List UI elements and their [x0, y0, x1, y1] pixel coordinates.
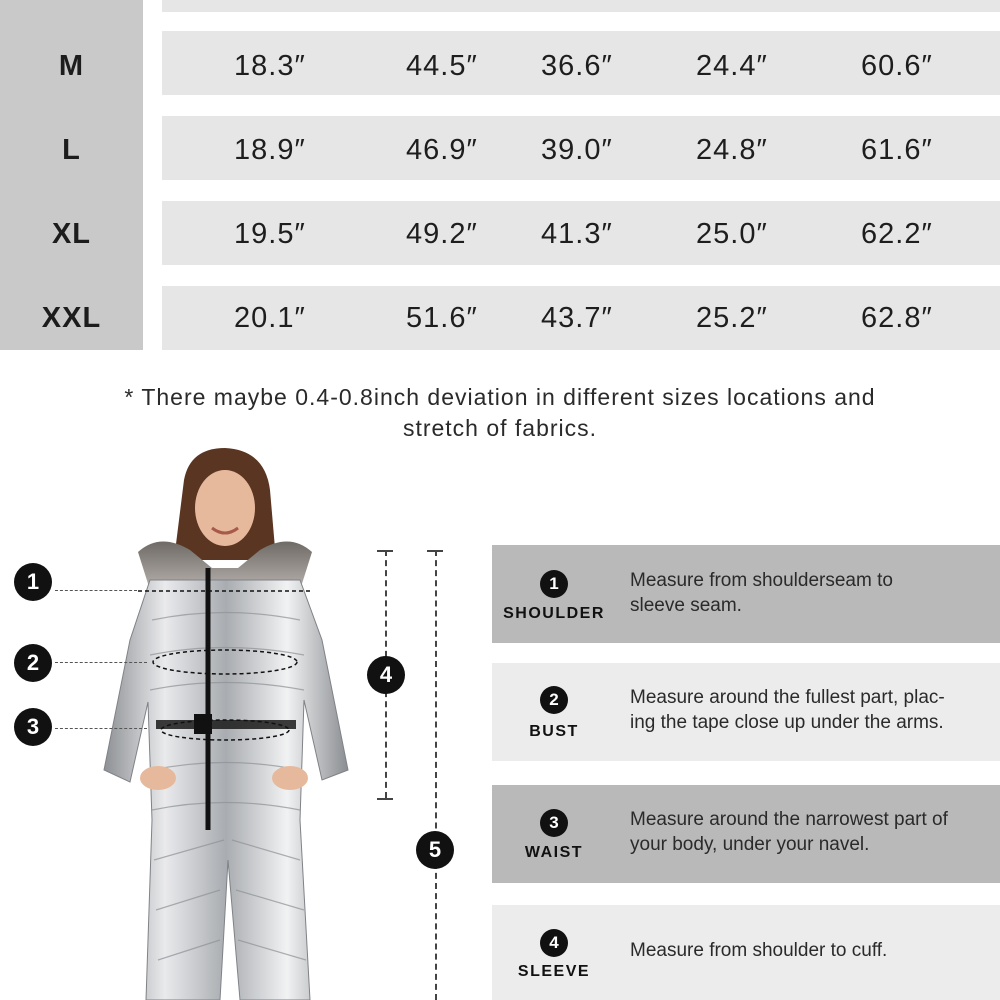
- table-cell: 24.4″: [696, 50, 768, 82]
- bust-number-icon: 2: [540, 686, 568, 714]
- guide-description-line: Measure around the narrowest part of: [630, 809, 948, 830]
- table-cell: 36.6″: [541, 50, 613, 82]
- guide-bust: [492, 663, 1000, 761]
- table-cell: 25.0″: [696, 218, 768, 250]
- guide-title: SLEEVE: [517, 963, 591, 980]
- waist-leader-line: [55, 728, 147, 729]
- shoulder-number-icon: 1: [540, 570, 568, 598]
- deviation-note: [60, 382, 940, 444]
- table-cell: 49.2″: [406, 218, 478, 250]
- table-cell: 18.3″: [234, 50, 306, 82]
- table-cell: 62.8″: [861, 302, 933, 334]
- guide-description: [630, 807, 990, 857]
- size-label-xl: XL: [51, 218, 92, 250]
- table-cell: 18.9″: [234, 134, 306, 166]
- marker-2-icon: 2: [14, 644, 52, 682]
- table-cell: 24.8″: [696, 134, 768, 166]
- table-cell: 39.0″: [541, 134, 613, 166]
- guide-description-line: Measure from shoulderseam to: [630, 570, 893, 591]
- guide-description-line: ing the tape close up under the arms.: [630, 712, 944, 733]
- deviation-note-line-1: * There maybe 0.4-0.8inch deviation in different sizes locations and: [124, 384, 876, 410]
- table-top-row-fragment: [162, 0, 1000, 12]
- guide-description: [630, 938, 990, 963]
- guide-waist: [492, 785, 1000, 883]
- model-photo: [100, 440, 370, 1000]
- size-label-xxl: XXL: [41, 302, 102, 334]
- table-cell: 62.2″: [861, 218, 933, 250]
- guide-shoulder: [492, 545, 1000, 643]
- marker-3-icon: 3: [14, 708, 52, 746]
- table-cell: 25.2″: [696, 302, 768, 334]
- guide-title: WAIST: [524, 844, 584, 861]
- table-cell: 20.1″: [234, 302, 306, 334]
- guide-description-line: Measure around the fullest part, plac-: [630, 687, 945, 708]
- shoulder-leader-line: [55, 590, 137, 591]
- guide-title: SHOULDER: [503, 605, 605, 622]
- guide-description-line: Measure from shoulder to cuff.: [630, 940, 888, 961]
- bust-leader-line: [55, 662, 147, 663]
- marker-5-icon: 5: [416, 831, 454, 869]
- table-cell: 46.9″: [406, 134, 478, 166]
- table-cell: 41.3″: [541, 218, 613, 250]
- guide-description-line: your body, under your navel.: [630, 834, 870, 855]
- sleeve-bottom-tick: [377, 798, 393, 800]
- guide-sleeve: [492, 905, 1000, 1000]
- deviation-note-line-2: stretch of fabrics.: [402, 415, 598, 441]
- waist-number-icon: 3: [540, 809, 568, 837]
- table-cell: 19.5″: [234, 218, 306, 250]
- marker-1-icon: 1: [14, 563, 52, 601]
- guide-description: [630, 685, 990, 735]
- guide-description-line: sleeve seam.: [630, 595, 742, 616]
- table-cell: 61.6″: [861, 134, 933, 166]
- length-measure-line: [435, 550, 437, 1000]
- table-cell: 51.6″: [406, 302, 478, 334]
- marker-4-icon: 4: [367, 656, 405, 694]
- table-cell: 60.6″: [861, 50, 933, 82]
- sleeve-number-icon: 4: [540, 929, 568, 957]
- table-cell: 44.5″: [406, 50, 478, 82]
- size-label-m: M: [58, 50, 85, 82]
- table-cell: 43.7″: [541, 302, 613, 334]
- guide-description: [630, 568, 990, 618]
- size-label-l: L: [62, 134, 81, 166]
- guide-title: BUST: [529, 723, 579, 740]
